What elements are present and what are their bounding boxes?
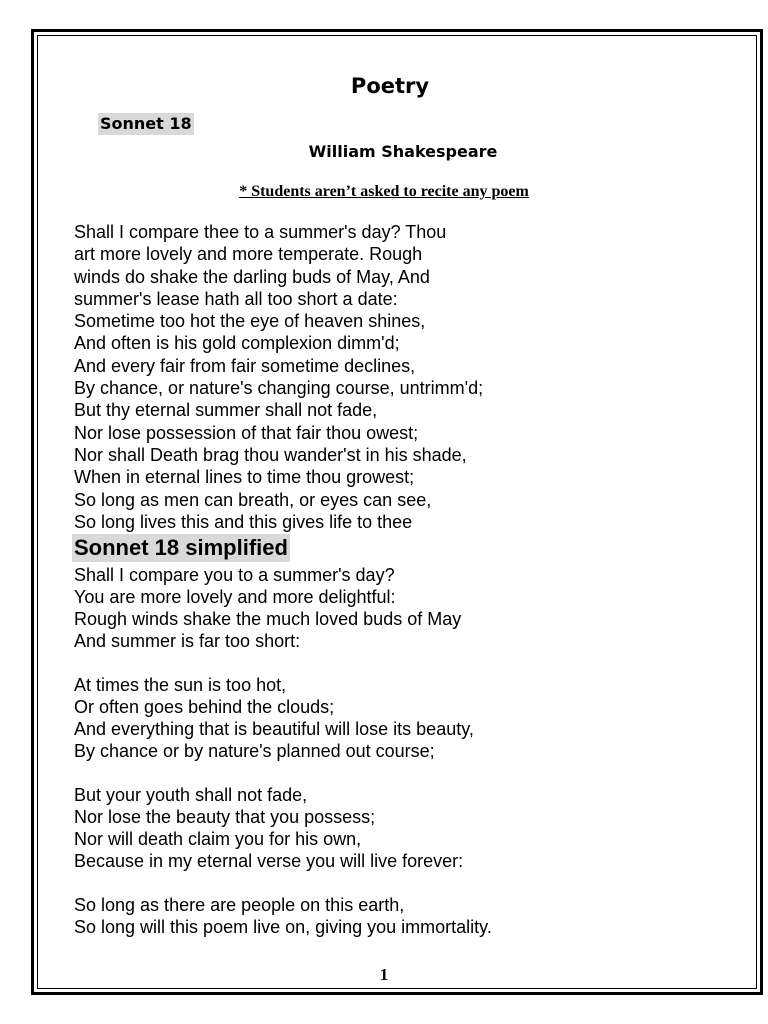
simplified-stanza-3 (74, 784, 492, 872)
recitation-note (0, 182, 768, 202)
simplified-stanza-2 (74, 674, 492, 762)
simplified-line: And summer is far too short: (74, 631, 301, 651)
simplified-line: Or often goes behind the clouds; (74, 697, 335, 717)
simplified-stanza-4 (74, 894, 492, 938)
sonnet-line: Nor shall Death brag thou wander'st in his shade, (74, 444, 467, 465)
simplified-line: Rough winds shake the much loved buds of May (74, 609, 462, 629)
sonnet-line: And every fair from fair sometime declines, (74, 355, 416, 376)
simplified-line: Nor will death claim you for his own, (74, 829, 362, 849)
simplified-line: Nor lose the beauty that you possess; (74, 807, 376, 827)
simplified-line: You are more lovely and more delightful: (74, 587, 396, 607)
sonnet-line: So long lives this and this gives life to thee (74, 511, 413, 532)
page-number: 1 (379, 965, 389, 984)
simplified-line: Because in my eternal verse you will live forever: (74, 851, 464, 871)
simplified-heading: Sonnet 18 simplified (74, 535, 288, 560)
sonnet-line: When in eternal lines to time thou growest; (74, 467, 415, 488)
simplified-line: By chance or by nature's planned out course; (74, 741, 435, 761)
recitation-note-text: * Students aren’t asked to recite any poem (239, 183, 529, 200)
simplified-line: But your youth shall not fade, (74, 785, 308, 805)
sonnet-line: winds do shake the darling buds of May, And (74, 266, 430, 287)
simplified-stanza-1 (74, 564, 492, 652)
simplified-line: At times the sun is too hot, (74, 675, 287, 695)
sonnet-line: Sometime too hot the eye of heaven shines, (74, 311, 426, 332)
simplified-line: So long will this poem live on, giving you immortality. (74, 917, 492, 937)
page-title: Poetry (350, 74, 430, 98)
sonnet-line: summer's lease hath all too short a date: (74, 288, 398, 309)
sonnet-text (74, 221, 483, 533)
sonnet-line: So long as men can breath, or eyes can see, (74, 489, 432, 510)
sonnet-line: Nor lose possession of that fair thou owest; (74, 422, 419, 443)
simplified-line: And everything that is beautiful will lose its beauty, (74, 719, 474, 739)
simplified-line: Shall I compare you to a summer's day? (74, 565, 395, 585)
author-name: William Shakespeare (308, 142, 498, 161)
sonnet-line: Shall I compare thee to a summer's day? Thou (74, 222, 447, 242)
sonnet-line: But thy eternal summer shall not fade, (74, 400, 378, 421)
sonnet-line: And often is his gold complexion dimm'd; (74, 333, 400, 354)
sonnet-line: art more lovely and more temperate. Rough (74, 244, 423, 265)
simplified-line: So long as there are people on this earth, (74, 895, 405, 915)
sonnet-line: By chance, or nature's changing course, untrimm'd; (74, 378, 484, 399)
sonnet-heading: Sonnet 18 (100, 114, 192, 133)
simplified-text (74, 564, 492, 938)
